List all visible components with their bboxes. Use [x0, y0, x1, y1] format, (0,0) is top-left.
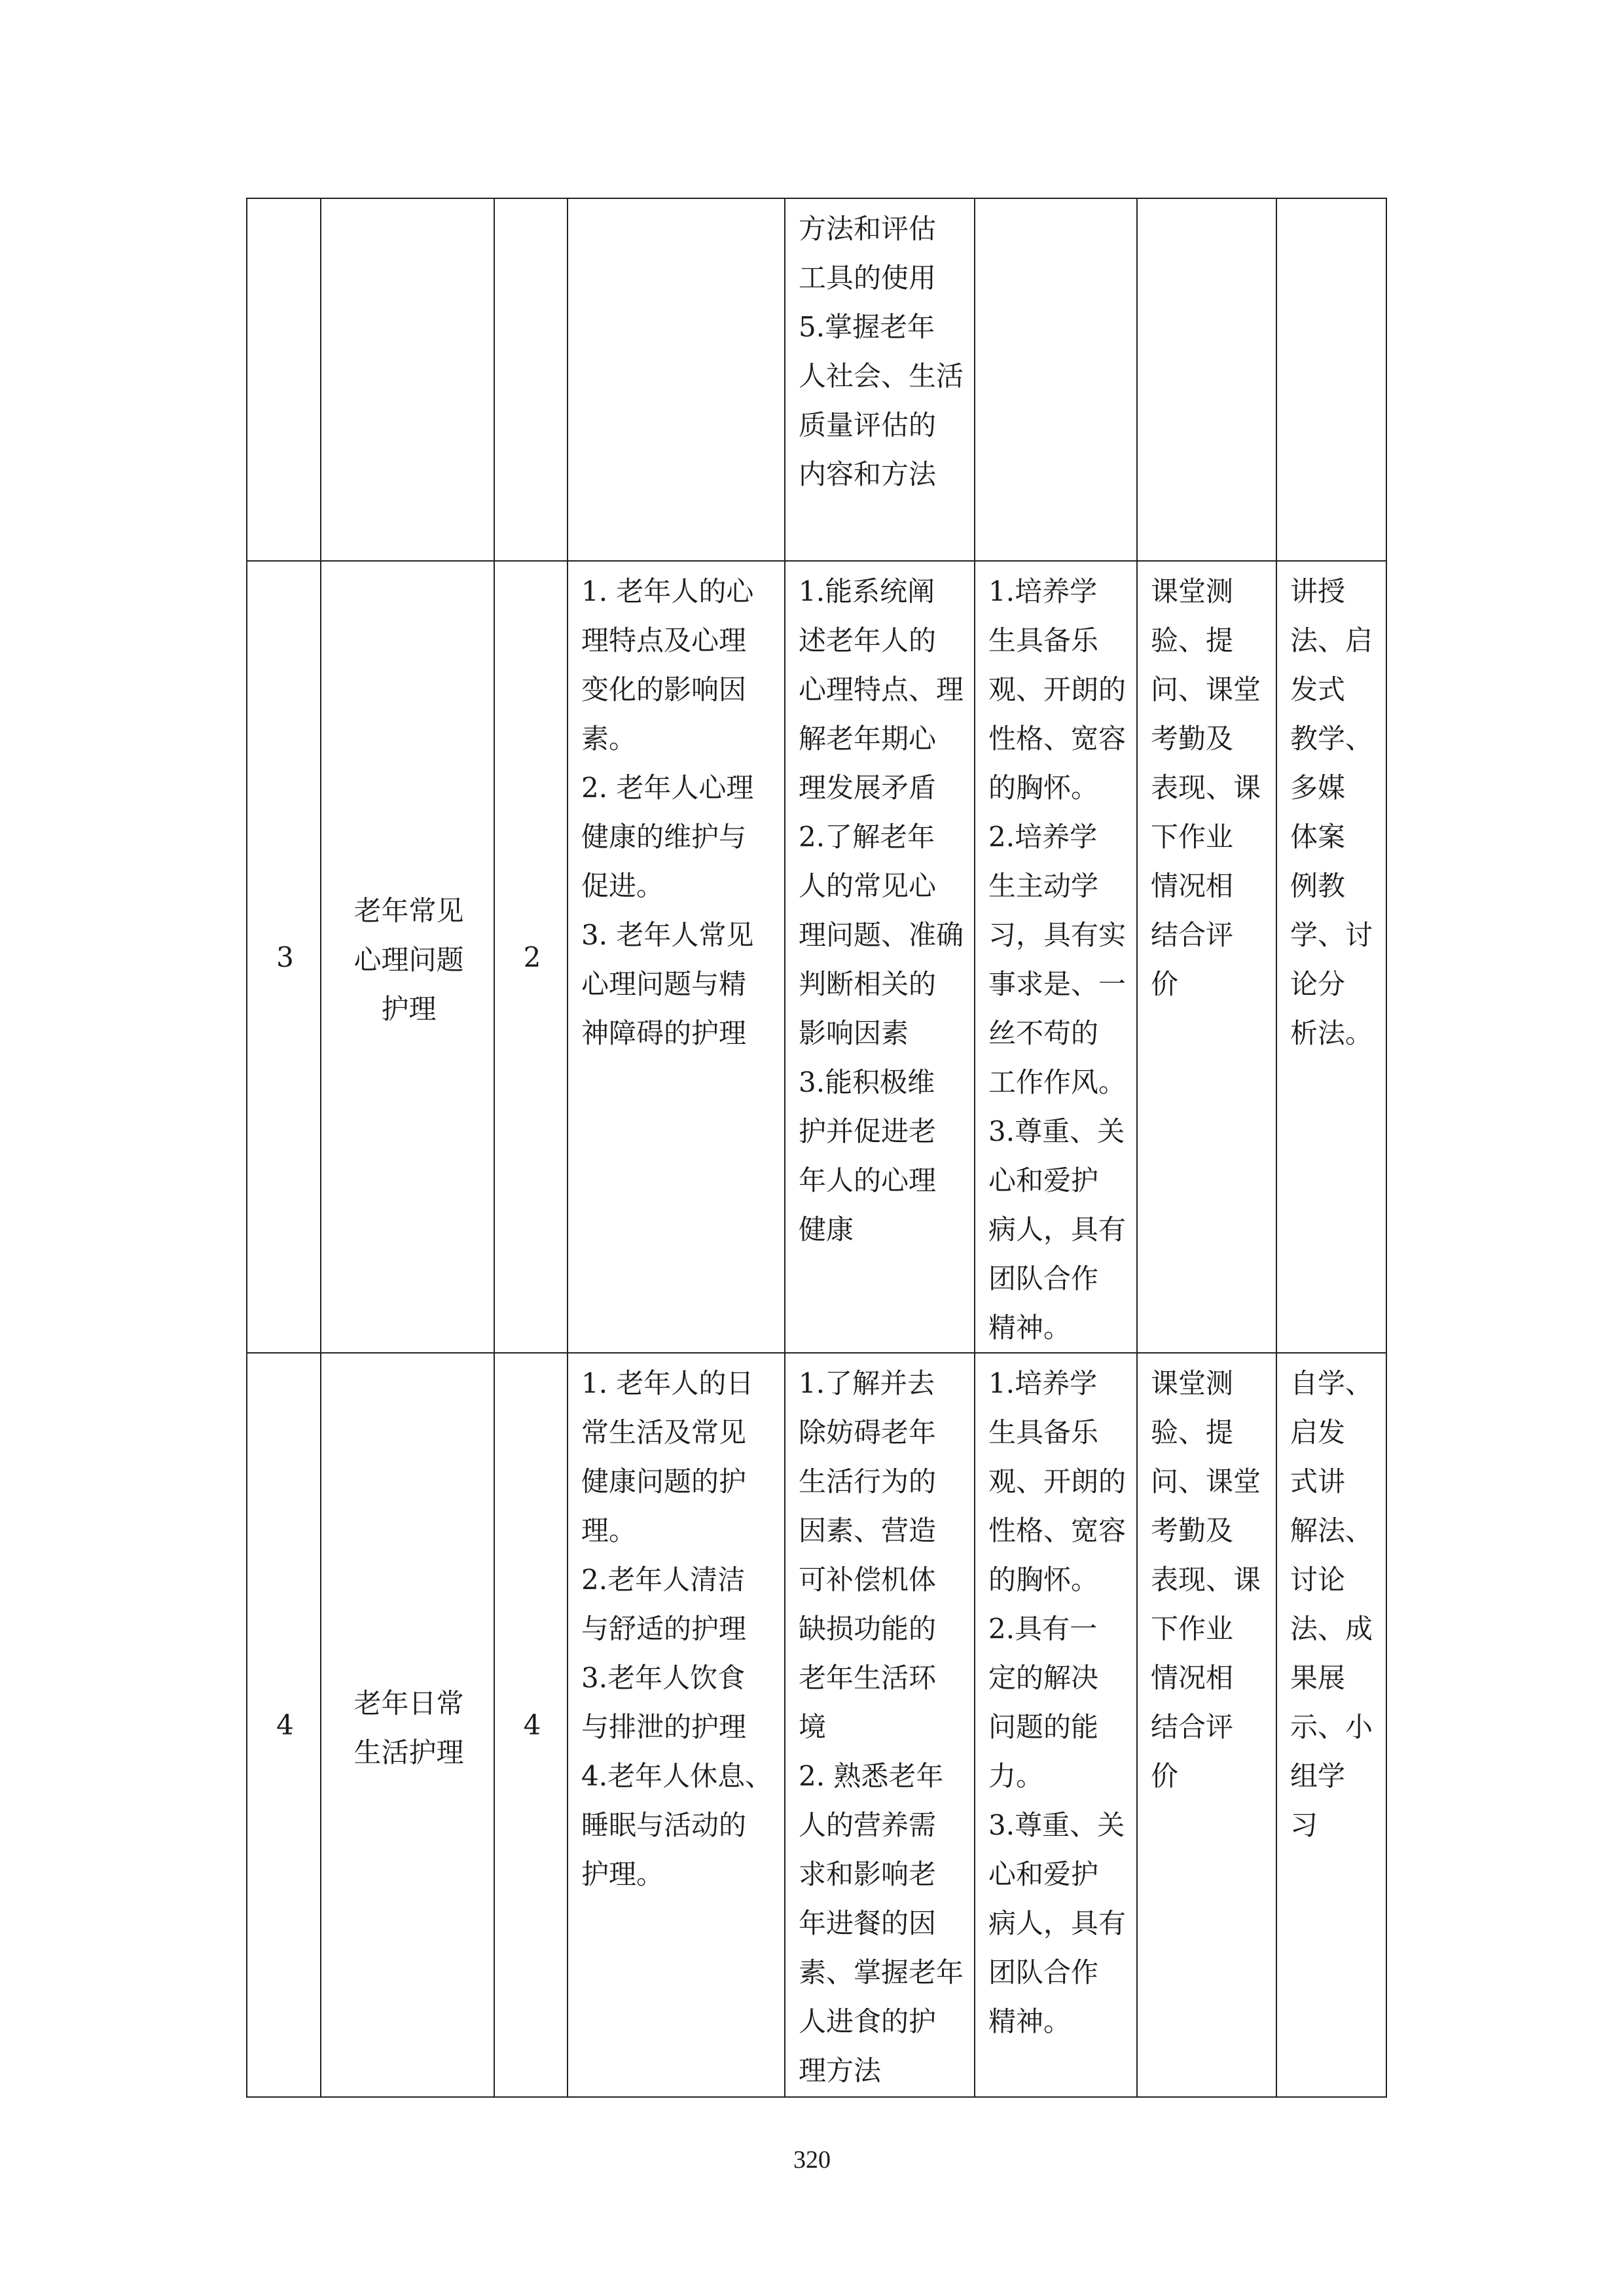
topic-cell: 老年常见 心理问题 护理	[321, 561, 494, 1353]
assessment-cell: 课堂测 验、提 问、课堂 考勤及 表现、课 下作业 情况相 结合评 价	[1137, 1353, 1276, 2097]
assessment-cell: 课堂测 验、提 问、课堂 考勤及 表现、课 下作业 情况相 结合评 价	[1137, 561, 1276, 1353]
topic-cell: 老年日常 生活护理	[321, 1353, 494, 2097]
content-cell	[568, 198, 785, 561]
teaching-method-cell: 自学、 启发 式讲 解法、 讨论 法、成 果展 示、小 组学 习	[1276, 1353, 1386, 2097]
teaching-method-cell	[1276, 198, 1386, 561]
row-number-cell: 3	[247, 561, 321, 1353]
hours-cell: 4	[494, 1353, 568, 2097]
quality-goal-cell: 1.培养学 生具备乐 观、开朗的 性格、宽容 的胸怀。 2.培养学 生主动学 习，具有实 事求是、一 丝不苟的 工作作风。 3.尊重、关 心和爱护 病人，具有 团队合作 精神。	[975, 561, 1137, 1353]
row-number-cell	[247, 198, 321, 561]
content-cell: 1. 老年人的日 常生活及常见 健康问题的护 理。 2.老年人清洁 与舒适的护理 3.老年人饮食 与排泄的护理 4.老年人休息、 睡眠与活动的 护理。	[568, 1353, 785, 2097]
table-row	[247, 198, 1386, 561]
knowledge-goal-cell: 1.了解并去 除妨碍老年 生活行为的 因素、营造 可补偿机体 缺损功能的 老年生活环 境 2. 熟悉老年 人的营养需 求和影响老 年进餐的因 素、掌握老年 人进食的护 理方法	[785, 1353, 975, 2097]
content-cell: 1. 老年人的心 理特点及心理 变化的影响因 素。 2. 老年人心理 健康的维护与 促进。 3. 老年人常见 心理问题与精 神障碍的护理	[568, 561, 785, 1353]
teaching-method-cell: 讲授 法、启 发式 教学、 多媒 体案 例教 学、讨 论分 析法。	[1276, 561, 1386, 1353]
hours-cell: 2	[494, 561, 568, 1353]
assessment-cell	[1137, 198, 1276, 561]
quality-goal-cell	[975, 198, 1137, 561]
table-row	[247, 561, 1386, 1353]
topic-cell	[321, 198, 494, 561]
hours-cell	[494, 198, 568, 561]
table-row	[247, 1353, 1386, 2097]
knowledge-goal-cell: 1.能系统阐 述老年人的 心理特点、理 解老年期心 理发展矛盾 2.了解老年 人的常见心 理问题、准确 判断相关的 影响因素 3.能积极维 护并促进老 年人的心理 健康	[785, 561, 975, 1353]
row-number-cell: 4	[247, 1353, 321, 2097]
quality-goal-cell: 1.培养学 生具备乐 观、开朗的 性格、宽容 的胸怀。 2.具有一 定的解决 问题的能 力。 3.尊重、关 心和爱护 病人，具有 团队合作 精神。	[975, 1353, 1137, 2097]
page-number: 320	[793, 2146, 831, 2174]
syllabus-table	[246, 198, 1387, 2098]
knowledge-goal-cell: 方法和评估 工具的使用 5.掌握老年 人社会、生活 质量评估的 内容和方法	[785, 198, 975, 561]
